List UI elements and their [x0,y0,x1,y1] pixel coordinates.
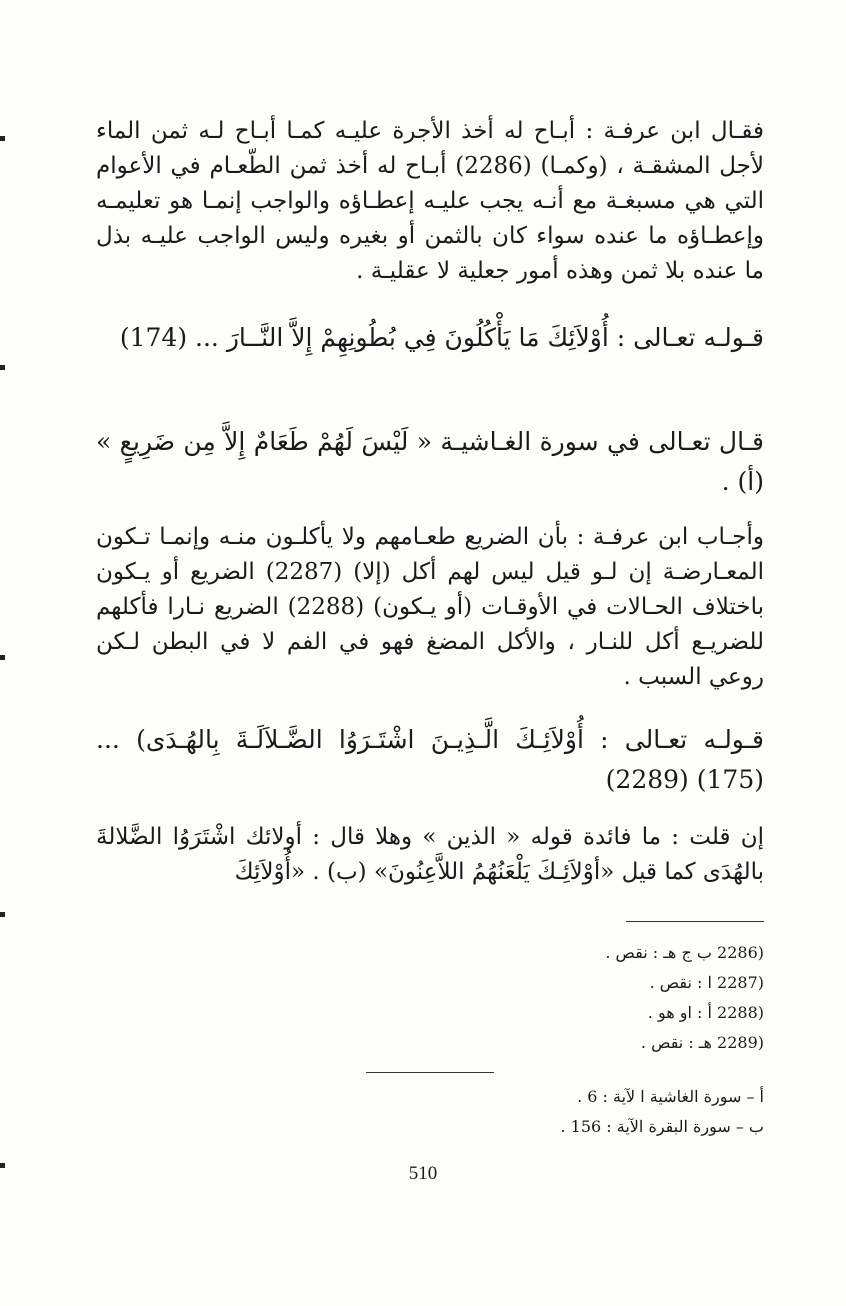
verse-174: قـولـه تعـالى : أُوْلاَئِكَ مَا يَأْكُلُونَ فِي بُطُونِهِمْ إِلاَّ النَّــارَ ... (174) [119,323,764,352]
margin-mark [0,655,5,660]
reference-item: ب – سورة البقرة الآية : 156 . [560,1117,764,1136]
footnote-number: (2288 [717,1003,764,1022]
footnote-text: هـ : نقص . [640,1033,712,1052]
margin-mark [0,365,5,370]
paragraph-1: فقـال ابن عرفـة : أبـاح له أخذ الأجرة عليـه كمـا أبـاح لـه ثمن الماء لأجل المشقـة ، (وكمـا) (2286) أبـاح له أخذ ثمن الطّعـام في الأعوام التي هي مسبغـة مع أنـه يجب عليـه إعطـاؤه والواجب إنمـا هو تعليمـه وإعطـاؤه ما عنده سواء كان بالثمن أو بغيره وليس الواجب عليـه بذل ما عنده بلا ثمن وهذه أمور جعلية لا عقليـة . [96,118,764,284]
paragraph-question: إن قلت : ما فائدة قوله « الذين » وهلا قال : أولائك اشْتَرَوُا الضَّلالةَ بالهُدَى كما قيل «أوْلاَئِـكَ يَلْعَنُهُمُ اللاَّعِنُونَ» (ب) . «أُوْلاَئِكَ [96,824,764,885]
reference-item: أ – سورة الغاشية ا لآية : 6 . [577,1087,764,1106]
page-number: 510 [408,1163,438,1184]
footnote-number: (2286 [717,943,764,962]
footnote-item [344,998,764,1028]
footnote-item [344,968,764,998]
verse-ghashiya: قـال تعـالى في سورة الغـاشيـة « لَيْسَ لَهُمْ طَعَامٌ إِلاَّ مِن ضَرِيعٍ » (أ) . [96,427,764,496]
reference-divider [366,1072,494,1073]
footnote-item [344,1028,764,1058]
footnote-divider [626,921,764,922]
footnote-text: أ : او هو . [647,1003,712,1022]
reference-list [344,1082,764,1142]
margin-mark [0,136,5,141]
footnote-number: (2289 [717,1033,764,1052]
paragraph-answer: وأجـاب ابن عرفـة : بأن الضريع طعـامهم ولا يأكلـون منـه وإنمـا تـكون المعـارضـة إن لـو قيل ليس لهم أكل (إلا) (2287) الضريع أو يـكون باختلاف الحـالات في الأوقـات (أو يـكون) (2288) الضريع نـارا فأكلهم للضريـع أكل للنـار ، والأكل المضغ فهو في الفم لا في البطن لـكن روعي السبب . [96,524,765,690]
footnote-list [344,938,764,1058]
footnote-text: ا : نقص . [649,973,712,992]
margin-mark [0,912,5,917]
footnote-item [344,938,764,968]
verse-175: قـولـه تعـالى : أُوْلاَئِـكَ الَّـذِيـنَ اشْتَـرَوُا الضَّـلاَلَـةَ بِالهُـدَى) ... (175) (2289) [96,725,764,794]
footnote-number: (2287 [717,973,764,992]
footnote-text: ب ج هـ : نقص . [605,943,712,962]
